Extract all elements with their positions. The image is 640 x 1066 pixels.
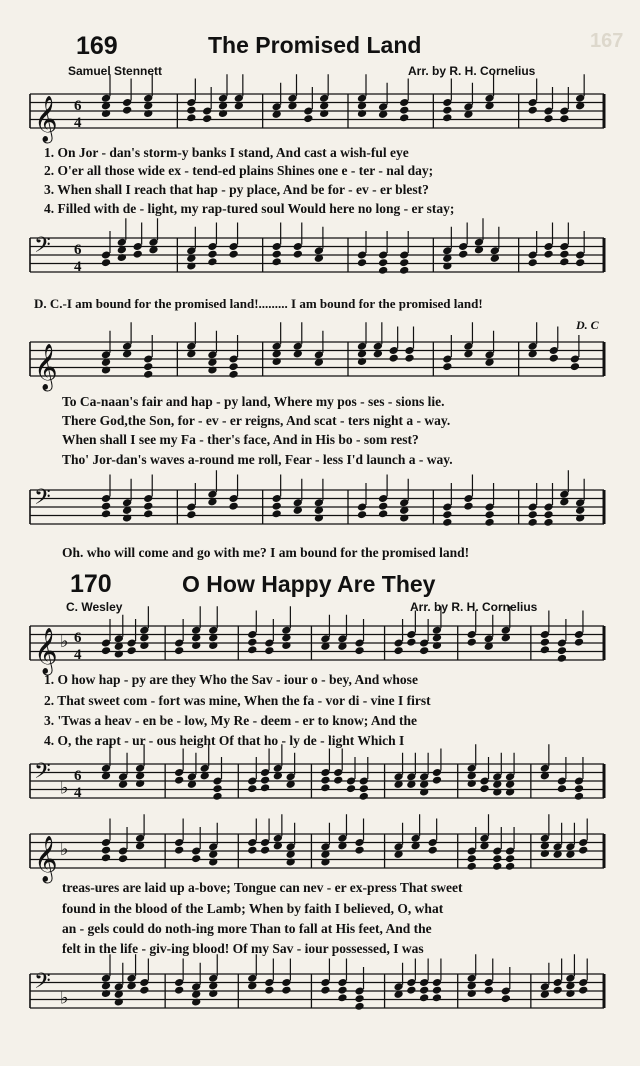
note-head [118,854,128,863]
note-head [101,509,111,518]
note-head [281,641,291,650]
note-head [122,513,132,522]
verse-line: 1. O how hap - py are they Who the Sav - iour o - bey, And whose [44,672,418,687]
note-head [378,509,388,518]
note-head [218,109,228,118]
note-head [357,357,367,366]
note-head [285,857,295,866]
note-head [101,109,111,118]
verse-line: 4. O, the rapt - ur - ous height Of that ho - ly de - light Which I [44,733,405,748]
note-head [492,854,502,863]
note-head [578,846,588,855]
time-signature: 4 [74,785,82,801]
note-head [399,513,409,522]
note-head [467,862,477,871]
note-head [132,250,142,259]
verse-line: treas-ures are laid up a-bove; Tongue can nev - er ex-press That sweet [62,880,463,895]
note-head [122,106,132,115]
note-head [260,846,270,855]
note-head [247,846,257,855]
note-head [114,649,124,658]
staff-system-170-1-bass [0,756,640,810]
note-head [212,792,222,801]
note-head [101,846,111,855]
note-head [543,114,553,123]
bleed-through-page-number: 167 [590,30,624,52]
note-head [333,776,343,785]
dc-mark: D. C [576,318,599,332]
note-head [143,502,153,511]
staff-lines [30,764,604,798]
note-head [186,106,196,115]
note-head [271,502,281,511]
note-head [505,862,515,871]
verse-line: 2. That sweet com - fort was mine, When the fa - vor di - vine I first [44,693,431,708]
staff-system-170-2-treble [0,826,640,880]
note-head [117,253,127,262]
note-head [186,510,196,519]
note-head [135,779,145,788]
note-head [501,994,511,1003]
verse-line: an - gels could do noth-ing more Than to fall at His feet, And the [62,921,432,936]
note-head [432,993,442,1002]
staff-system-169-2-bass [0,482,640,542]
note-head [559,114,569,123]
note-head [320,783,330,792]
note-head [557,654,567,663]
note-head [442,106,452,115]
flat-icon: ♭ [60,839,69,860]
note-head [228,370,238,379]
staff-system-169-1-bass [0,230,640,290]
hymn-title: The Promised Land [208,32,422,58]
note-head [143,362,153,371]
note-head [320,857,330,866]
hymn-title: O How Happy Are They [182,571,436,597]
bass-clef-icon: 𝄢 [34,969,51,999]
note-head [458,250,468,259]
verse-line: 2. O'er all those wide ex - tend-ed plains Shines one e - ter - nal day; [44,163,434,178]
note-head [174,986,184,995]
note-head [101,502,111,511]
note-head [527,518,537,527]
note-head [143,370,153,379]
note-head [207,365,217,374]
note-head [467,779,477,788]
staff-lines [30,94,604,128]
note-head [281,986,291,995]
note-head [419,986,429,995]
note-head [527,106,537,115]
note-head [337,993,347,1002]
note-head [207,257,217,266]
staff-system-169-1-treble [0,86,640,146]
note-head [191,997,201,1006]
verse-line: 4. Filled with de - light, my rap-tured soul Would here no long - er stay; [44,201,455,216]
note-head [492,787,502,796]
time-signature: 6 [74,98,82,114]
verse-line: felt in the life - giv-ing blood! Of my Sav - iour possessed, I was [62,941,424,956]
treble-clef-icon: 𝄞 [34,836,58,882]
note-head [463,502,473,511]
bass-clef-icon: 𝄢 [34,485,51,515]
note-head [505,787,515,796]
note-head [467,854,477,863]
note-head [378,258,388,267]
note-head [271,250,281,259]
note-head [557,646,567,655]
verse-line: Tho' Jor-dan's waves a-round me roll, Fear - less I'd launch a - way. [62,452,453,467]
note-head [557,784,567,793]
note-head [212,784,222,793]
note-head [442,113,452,122]
note-head [354,846,364,855]
note-head [186,113,196,122]
note-head [139,641,149,650]
note-head [467,638,477,647]
note-head [540,645,550,654]
note-head [399,266,409,275]
note-head [399,258,409,267]
staff-system-169-2-treble [0,334,640,394]
note-head [264,986,274,995]
note-head [378,266,388,275]
note-head [228,250,238,259]
note-head [186,261,196,270]
note-head [359,784,369,793]
time-signature: 6 [74,242,82,258]
note-head [359,792,369,801]
note-head [247,645,257,654]
note-head [419,787,429,796]
note-head [314,513,324,522]
note-head [143,509,153,518]
note-head [467,989,477,998]
note-head [293,250,303,259]
bass-clef-icon: 𝄢 [34,233,51,263]
staff-lines [30,834,604,868]
note-head [540,638,550,647]
note-head [442,261,452,270]
treble-clef-icon: 𝄞 [34,628,58,674]
note-head [399,106,409,115]
note-head [543,518,553,527]
note-head [320,776,330,785]
flat-icon: ♭ [60,987,69,1009]
treble-clef-icon: 𝄞 [34,344,58,390]
note-head [101,365,111,374]
note-head [484,518,494,527]
note-head [354,1002,364,1011]
note-head [574,792,584,801]
staff-lines [30,238,604,272]
note-head [191,854,201,863]
hymn-arranger: Arr. by R. H. Cornelius [408,64,536,78]
note-head [191,641,201,650]
note-head [432,776,442,785]
verse-line: To Ca-naan's fair and hap - py land, Where my pos - ses - sions lie. [62,394,445,409]
time-signature: 6 [74,768,82,784]
note-head [575,513,585,522]
time-signature: 4 [74,259,82,275]
note-head [378,502,388,511]
note-head [271,509,281,518]
note-head [406,638,416,647]
note-head [527,510,537,519]
note-head [404,354,414,363]
hymn-author: C. Wesley [66,600,123,614]
note-head [208,857,218,866]
note-head [228,502,238,511]
staff-system-170-2-bass [0,966,640,1020]
note-head [406,986,416,995]
note-head [354,994,364,1003]
note-head [271,257,281,266]
note-head [578,986,588,995]
note-head [320,986,330,995]
note-head [174,646,184,655]
note-head [559,250,569,259]
note-head [543,250,553,259]
note-head [559,257,569,266]
note-head [139,986,149,995]
note-head [174,846,184,855]
note-head [101,989,111,998]
note-head [540,849,550,858]
verse-line: When shall I see my Fa - ther's face, And in His bo - som rest? [62,432,419,447]
note-head [505,854,515,863]
staff-system-170-1-treble [0,618,640,672]
note-head [143,109,153,118]
note-head [552,986,562,995]
verse-line: 3. When shall I reach that hap - py place, And be for - ev - er blest? [44,182,429,197]
verse-line: 3. 'Twas a heav - en be - low, My Re - deem - er to know; And the [44,713,417,728]
note-head [575,258,585,267]
note-head [319,109,329,118]
note-head [432,641,442,650]
treble-clef-icon: 𝄞 [34,96,58,142]
bass-clef-icon: 𝄢 [34,759,51,789]
note-head [357,510,367,519]
note-head [484,986,494,995]
note-head [419,993,429,1002]
note-head [114,997,124,1006]
note-head [574,638,584,647]
chorus-line: Oh. who will come and go with me? I am bound for the promised land! [62,545,470,560]
note-head [247,784,257,793]
note-head [247,638,257,647]
flat-icon: ♭ [60,631,69,652]
verse-line: There God,the Son, for - ev - er reigns, And scat - ters night a - way. [62,413,451,428]
note-head [264,646,274,655]
time-signature: 4 [74,115,82,131]
note-head [427,846,437,855]
note-head [260,783,270,792]
note-head [527,258,537,267]
note-head [393,646,403,655]
note-head [208,641,218,650]
note-head [357,258,367,267]
verse-line: found in the blood of the Lamb; When by faith I believed, O, what [62,901,444,916]
note-head [354,646,364,655]
note-head [549,354,559,363]
time-signature: 6 [74,630,82,646]
note-head [570,362,580,371]
hymn-arranger: Arr. by R. H. Cornelius [410,600,538,614]
flat-icon: ♭ [60,777,69,799]
hymn-author: Samuel Stennett [68,64,163,78]
note-head [432,986,442,995]
note-head [337,986,347,995]
staff-lines [30,342,604,376]
note-head [208,989,218,998]
time-signature: 4 [74,647,82,663]
note-head [271,357,281,366]
note-head [260,776,270,785]
hymn-number: 169 [76,32,118,60]
note-head [419,646,429,655]
note-head [479,784,489,793]
note-head [442,510,452,519]
note-head [388,354,398,363]
note-head [101,258,111,267]
note-head [126,646,136,655]
note-head [574,784,584,793]
note-head [207,250,217,259]
note-head [442,362,452,371]
note-head [303,114,313,123]
note-head [543,510,553,519]
verse-line: 1. On Jor - dan's storm-y banks I stand, And cast a wish-ful eye [44,145,409,160]
note-head [442,518,452,527]
note-head [492,862,502,871]
note-head [346,784,356,793]
note-head [228,362,238,371]
note-head [101,646,111,655]
note-head [174,776,184,785]
note-head [484,510,494,519]
hymn-number: 170 [70,570,112,598]
note-head [565,989,575,998]
dc-line: D. C.-I am bound for the promised land!......... I am bound for the promised land! [34,296,483,311]
note-head [357,109,367,118]
note-head [399,113,409,122]
note-head [101,853,111,862]
note-head [202,114,212,123]
